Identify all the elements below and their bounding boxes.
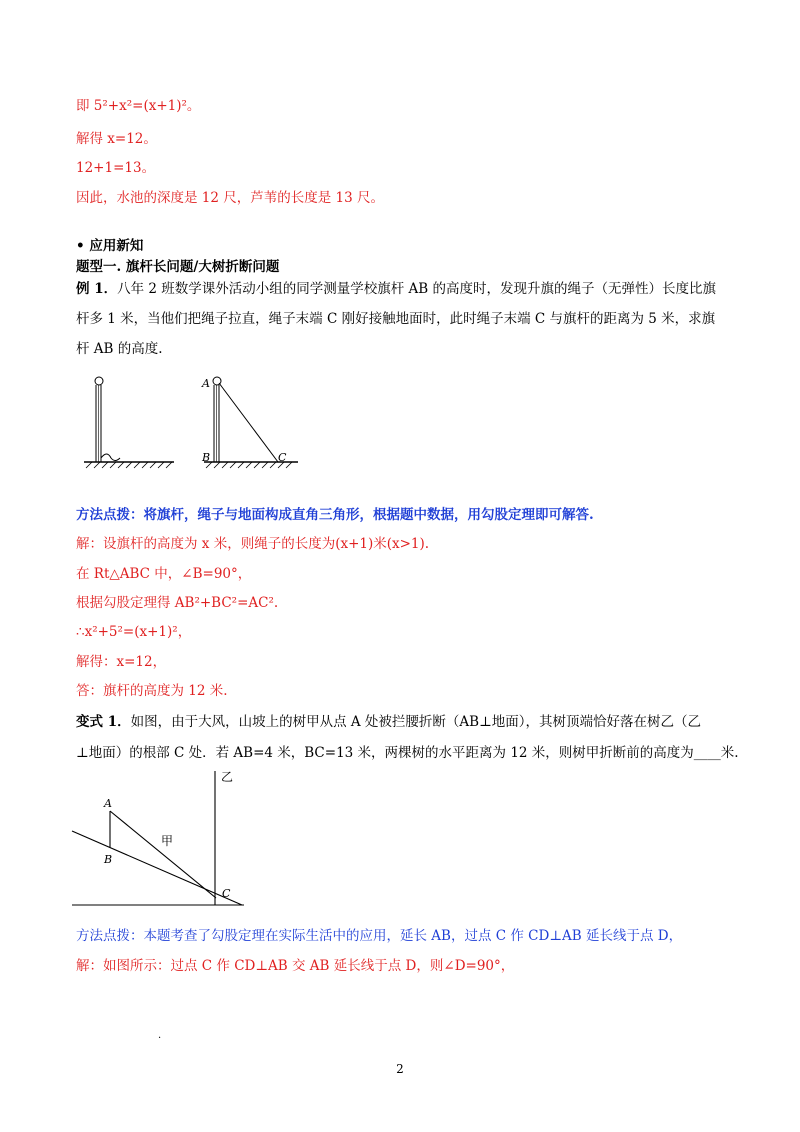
stray-dot: . bbox=[158, 1030, 162, 1041]
variant1-label: 变式 1． bbox=[76, 714, 131, 730]
solution1-line-5: 解得：x=12， bbox=[76, 654, 167, 670]
variant1-text-1: 如图，由于大风，山坡上的树甲从点 A 处被拦腰折断（AB⊥地面），其树顶端恰好落在树乙（乙 bbox=[130, 714, 702, 730]
method2-text: 方法点拨：本题考查了勾股定理在实际生活中的应用，延长 AB，过点 C 作 CD⊥AB 延长线于点 D， bbox=[76, 928, 683, 944]
solution1-line-6: 答：旗杆的高度为 12 米. bbox=[76, 683, 228, 699]
broken-tree-figure bbox=[66, 765, 266, 910]
solution1-line-3: 根据勾股定理得 AB²+BC²=AC². bbox=[76, 595, 279, 611]
flagpole-figure bbox=[80, 372, 310, 472]
solution1-line-4: ∴x²+5²=(x+1)²， bbox=[76, 624, 192, 640]
fig1-label-c: C bbox=[278, 451, 287, 464]
page-number: 2 bbox=[396, 1062, 404, 1076]
example1-line-1 bbox=[76, 279, 716, 299]
rope-curl bbox=[101, 454, 120, 461]
example1-line-3: 杆 AB 的高度. bbox=[76, 341, 163, 357]
example1-line-2: 杆多 1 米，当他们把绳子拉直，绳子末端 C 刚好接触地面时，此时绳子末端 C 与旗杆的距离为 5 米，求旗 bbox=[76, 311, 716, 327]
solution-top-line-3: 12+1=13。 bbox=[76, 160, 156, 176]
fig1-label-a: A bbox=[202, 377, 210, 390]
fig1-label-b: B bbox=[202, 451, 211, 464]
example1-label: 例 1． bbox=[76, 281, 118, 297]
pole-top-knob-left bbox=[95, 377, 103, 385]
variant1-line-1 bbox=[76, 712, 701, 732]
solution1-line-2: 在 Rt△ABC 中，∠B=90°， bbox=[76, 566, 252, 582]
method1-text: 方法点拨：将旗杆，绳子与地面构成直角三角形，根据题中数据，用勾股定理即可解答. bbox=[76, 507, 594, 523]
solution1-line-1: 解：设旗杆的高度为 x 米，则绳子的长度为(x+1)米(x>1). bbox=[76, 536, 430, 552]
fig2-label-b: B bbox=[104, 853, 113, 866]
rope-line-ac bbox=[219, 383, 278, 462]
fig2-label-a: A bbox=[104, 797, 112, 810]
solution2-text: 解：如图所示：过点 C 作 CD⊥AB 交 AB 延长线于点 D，则∠D=90°， bbox=[76, 958, 515, 974]
solution-top-line-1: 即 5²+x²=(x+1)²。 bbox=[76, 98, 201, 114]
example1-text-1: 八年 2 班数学课外活动小组的同学测量学校旗杆 AB 的高度时，发现升旗的绳子（无弹性）长度比旗 bbox=[117, 281, 717, 297]
type-title: 题型一. 旗杆长问题/大树折断问题 bbox=[76, 259, 280, 275]
fig2-label-jia: 甲 bbox=[161, 834, 174, 848]
fig2-label-yi: 乙 bbox=[221, 770, 234, 784]
section-heading: • 应用新知 bbox=[76, 238, 144, 254]
fig2-label-c: C bbox=[222, 887, 231, 900]
slope-line bbox=[72, 831, 242, 905]
solution-top-line-2: 解得 x=12。 bbox=[76, 131, 157, 147]
variant1-line-2: ⊥地面）的根部 C 处．若 AB=4 米，BC=13 米，两棵树的水平距离为 12 米，则树甲折断前的高度为____米. bbox=[76, 745, 739, 761]
solution-top-line-4: 因此，水池的深度是 12 尺，芦苇的长度是 13 尺。 bbox=[76, 190, 385, 206]
